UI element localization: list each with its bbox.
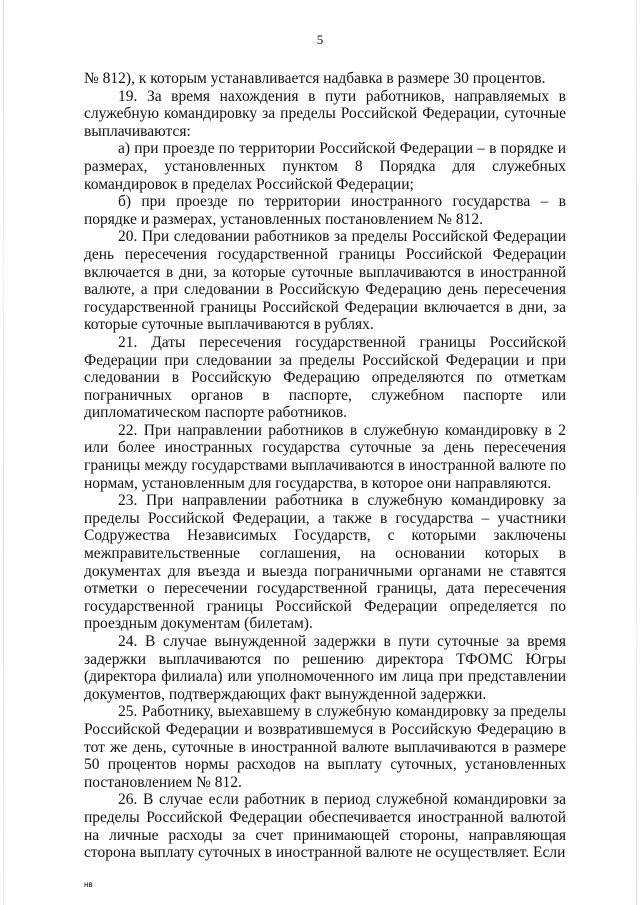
paragraph-26: 26. В случае если работник в период служебной командировки за пределы Российской Федерации обеспечивается иностранной валютой на личные расходы за счет принимающей стороны, направляющая сторона выплату суточных в иностранной валюте не осуществляет. Если xyxy=(84,791,566,862)
paragraph-20: 20. При следовании работников за пределы Российской Федерации день пересечения государственной границы Российской Федерации включается в дни, за которые суточные выплачиваются в иностранной валюте, а при следовании в Российскую Федерацию день пересечения государственной границы Российской Федерации включается в дни, за которые суточные выплачиваются в рублях. xyxy=(84,228,566,334)
footer-mark: нв xyxy=(84,880,93,889)
paragraph-23: 23. При направлении работника в служебную командировку за пределы Российской Федерации, а также в государства – участники Содружества Независимых Государств, с которыми заключены межправительственные соглашения, на основании которых в документах для въезда и выезда пограничными органами не ставятся отметки о пересечении государственной границы, дата пересечения государственной границы Российской Федерации определяется по проездным документам (билетам). xyxy=(84,492,566,633)
paragraph-22: 22. При направлении работников в служебную командировку в 2 или более иностранных государства суточные за день пересечения границы между государствами выплачиваются в иностранной валюте по нормам, установленным для государства, в которое они направляются. xyxy=(84,421,566,492)
scan-edge-left xyxy=(3,0,4,905)
paragraph-24: 24. В случае вынужденной задержки в пути суточные за время задержки выплачиваются по решению директора ТФОМС Югры (директора филиала) или уполномоченного им лица при представлении документов, подтверждающих факт вынужденной задержки. xyxy=(84,633,566,703)
paragraph-19-b: б) при проезде по территории иностранного государства – в порядке и размерах, установленных постановлением № 812. xyxy=(84,193,566,228)
paragraph-25: 25. Работнику, выехавшему в служебную командировку за пределы Российской Федерации и возвратившемуся в Российскую Федерацию в тот же день, суточные в иностранной валюте выплачиваются в размере 50 процентов нормы расходов на выплату суточных, установленных постановлением № 812. xyxy=(84,703,566,791)
paragraph-19-a: а) при проезде по территории Российской Федерации – в порядке и размерах, установленных пунктом 8 Порядка для служебных командировок в пределах Российской Федерации; xyxy=(84,140,566,193)
scan-edge-right xyxy=(636,0,637,905)
paragraph-continuation: № 812), к которым устанавливается надбавка в размере 30 процентов. xyxy=(84,70,546,87)
paragraph-21: 21. Даты пересечения государственной границы Российской Федерации при следовании за пределы Российской Федерации и при следовании в Российскую Федерацию определяются по отметкам пограничных органов в паспорте, служебном паспорте или дипломатическом паспорте работников. xyxy=(84,333,566,422)
page-number: 5 xyxy=(316,32,324,47)
document-body xyxy=(84,70,566,862)
paragraph-19: 19. За время нахождения в пути работников, направляемых в служебную командировку за пределы Российской Федерации, суточные выплачиваются: xyxy=(84,87,566,140)
